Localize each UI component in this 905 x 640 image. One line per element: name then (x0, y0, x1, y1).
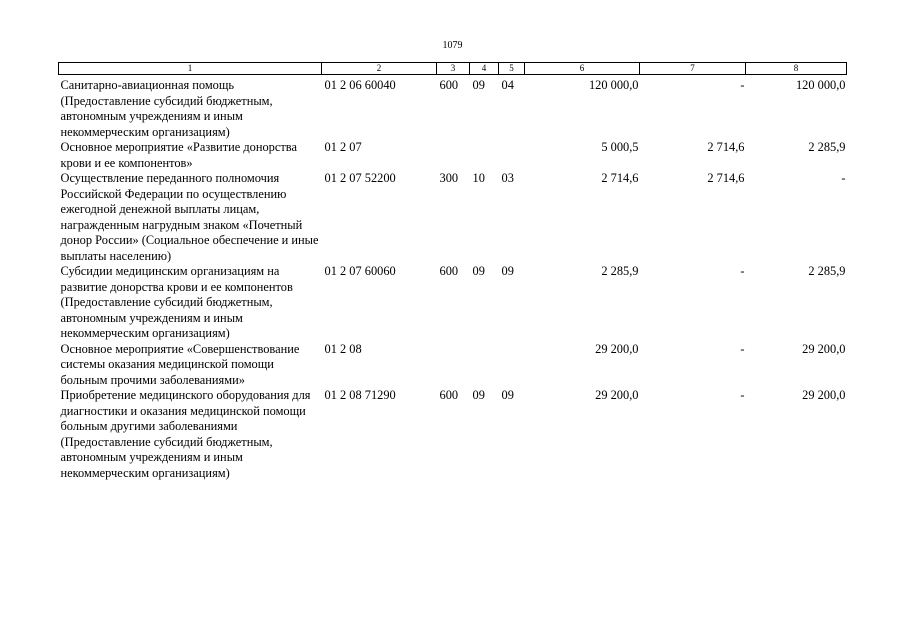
row-col3: 300 (439, 171, 459, 185)
header-row (59, 63, 847, 75)
column-header-5: 5 (499, 63, 525, 75)
row-col3: 600 (439, 264, 459, 278)
column-header-6: 6 (525, 63, 640, 75)
row-col8: 2 285,9 (808, 264, 846, 278)
row-col3: 600 (439, 388, 459, 402)
row-col4 (470, 342, 499, 389)
row-col8: 29 200,0 (802, 388, 846, 402)
row-col8: 29 200,0 (802, 341, 846, 356)
row-col5: 09 (501, 388, 514, 402)
row-name: Субсидии медицинским организациям на развитие донорства крови и ее компонентов (Предоставление субсидий бюджетным, автономным учреждениям и иным некоммерческим организациям) (60, 264, 293, 340)
page-number: 1079 (442, 40, 463, 51)
row-col7: 2 714,6 (707, 171, 745, 185)
row-name: Основное мероприятие «Развитие донорства крови и ее компонентов» (60, 140, 297, 170)
row-code: 01 2 06 60040 (324, 78, 396, 92)
column-header-8: 8 (746, 63, 847, 75)
row-col7: - (740, 388, 745, 402)
row-col6: 120 000,0 (588, 78, 639, 92)
table-row (59, 75, 847, 141)
table-row (59, 140, 847, 171)
row-col7: - (740, 78, 745, 92)
column-header-2: 2 (322, 63, 437, 75)
row-name: Санитарно-авиационная помощь (Предоставление субсидий бюджетным, автономным учреждениям и иным некоммерческим организациям) (60, 78, 273, 139)
column-header-4: 4 (470, 63, 499, 75)
row-col8: 120 000,0 (795, 78, 846, 92)
row-col4 (470, 140, 499, 171)
row-code: 01 2 07 52200 (324, 171, 396, 185)
row-col5: 04 (501, 78, 514, 92)
row-code: 01 2 07 (324, 140, 362, 154)
row-col6: 5 000,5 (601, 140, 639, 154)
row-col3 (437, 342, 470, 389)
row-col5 (499, 140, 525, 171)
row-name: Осуществление переданного полномочия Российской Федерации по осуществлению ежегодной денежной выплаты лицам, награжденным нагрудным знаком «Почетный донор России» (Социальное обеспечение и иные выплаты населению) (60, 171, 319, 263)
row-col7: - (740, 264, 745, 278)
row-col7: 2 714,6 (707, 140, 745, 154)
row-code: 01 2 08 (324, 341, 362, 356)
row-col5 (499, 342, 525, 389)
table-row (59, 264, 847, 342)
row-code: 01 2 07 60060 (324, 264, 396, 278)
table-row (59, 171, 847, 264)
column-header-1: 1 (59, 63, 322, 75)
row-col6: 2 714,6 (601, 171, 639, 185)
budget-table (58, 62, 847, 481)
column-header-7: 7 (640, 63, 746, 75)
row-col8: - (841, 171, 846, 185)
row-name: Приобретение медицинского оборудования для диагностики и оказания медицинской помощи больным другими заболеваниями (Предоставление субсидий бюджетным, автономным учреждениям и иным некоммерческим организациям) (60, 388, 311, 480)
row-col6: 29 200,0 (595, 341, 639, 356)
row-col4: 10 (472, 171, 485, 185)
row-name: Основное мероприятие «Совершенствование системы оказания медицинской помощи больным прочими заболеваниями» (60, 341, 300, 387)
row-col8: 2 285,9 (808, 140, 846, 154)
table-body (59, 75, 847, 482)
column-header-3: 3 (437, 63, 470, 75)
table-header (59, 63, 847, 75)
row-code: 01 2 08 71290 (324, 388, 396, 402)
row-col4: 09 (472, 388, 485, 402)
row-col7: - (740, 341, 745, 356)
row-col6: 2 285,9 (601, 264, 639, 278)
row-col6: 29 200,0 (595, 388, 639, 402)
row-col3: 600 (439, 78, 459, 92)
row-col4: 09 (472, 264, 485, 278)
row-col4: 09 (472, 78, 485, 92)
table-row (59, 388, 847, 481)
row-col5: 03 (501, 171, 514, 185)
row-col3 (437, 140, 470, 171)
table-row (59, 342, 847, 389)
row-col5: 09 (501, 264, 514, 278)
